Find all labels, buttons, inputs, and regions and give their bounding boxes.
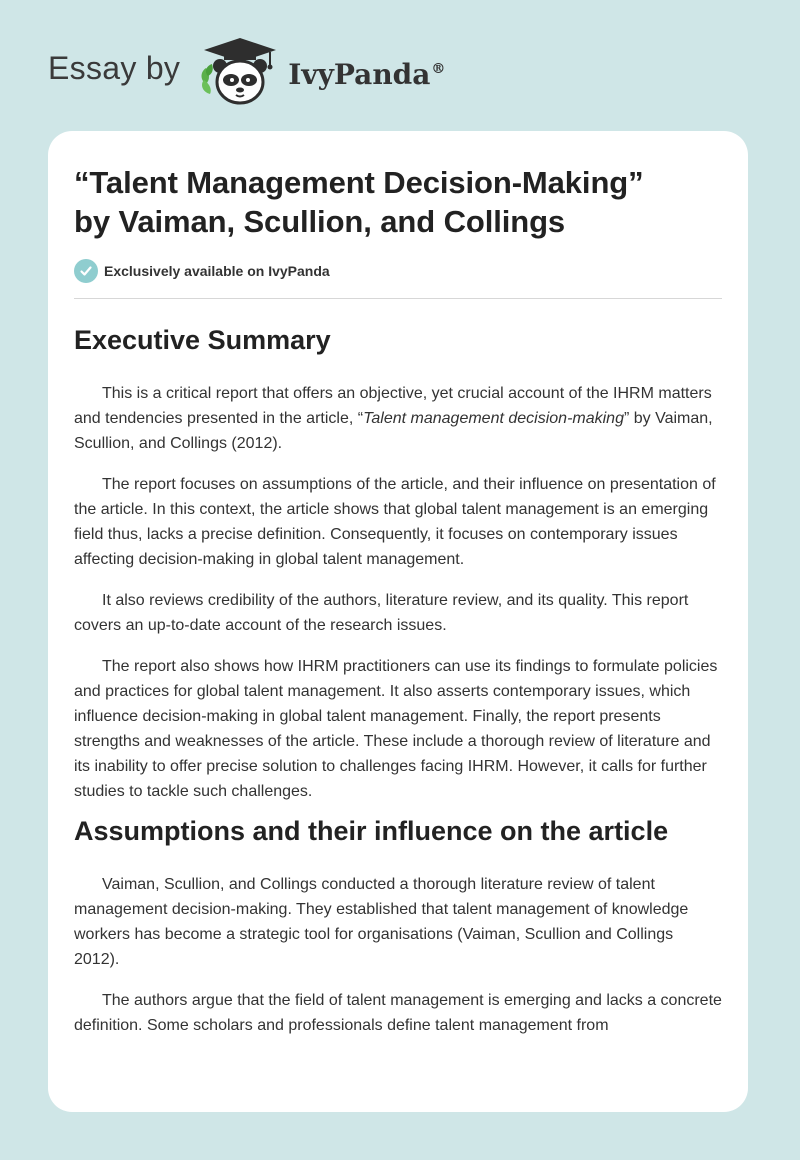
paragraph: The report focuses on assumptions of the article, and their influence on presentation of the article. In this context, the article shows that global talent management is an emerging field thus, lacks a precise definition. Consequently, it focuses on contemporary issues affecting decision-making in global talent management. [74,476,716,568]
essay-title: “Talent Management Decision-Making” by Vaiman, Scullion, and Collings [74,165,644,239]
brand-name: IvyPanda® [288,57,446,91]
paragraph: Vaiman, Scullion, and Collings conducted a thorough literature review of talent management decision-making. They established that talent management of knowledge workers has become a strategic tool for organisations (Vaiman, Scullion and Collings 2012). [74,876,689,968]
section-assumptions [74,814,722,1038]
section-heading: Executive Summary [74,325,331,355]
paragraph: This is a critical report that offers an objective, yet crucial account of the IHRM matters and tendencies presented in the article, “Talent management decision-making” by Vaiman, Scullion, and Collings (2012). [74,385,713,452]
exclusive-badge-label: Exclusively available on IvyPanda [104,263,330,279]
exclusive-badge [74,259,722,283]
check-circle-icon [74,259,98,283]
section-heading: Assumptions and their influence on the article [74,816,669,846]
section-executive-summary [74,323,722,804]
brand-prefix: Essay by [48,49,181,86]
essay-card [48,131,748,1112]
paragraph: The report also shows how IHRM practitioners can use its findings to formulate policies and practices for global talent management. It also asserts contemporary issues, which influence decision-making in global talent management. Finally, the report presents strengths and weaknesses of the article. These include a thorough review of literature and its inability to offer precise solution to challenges facing IHRM. However, it calls for further studies to tackle such challenges. [74,658,718,800]
title-divider [74,298,722,299]
panda-graduate-icon [196,36,284,108]
brand-header [48,36,445,108]
paragraph: It also reviews credibility of the authors, literature review, and its quality. This report covers an up-to-date account of the research issues. [74,592,689,634]
paragraph: The authors argue that the field of talent management is emerging and lacks a concrete definition. Some scholars and professionals define talent management from [74,992,722,1034]
